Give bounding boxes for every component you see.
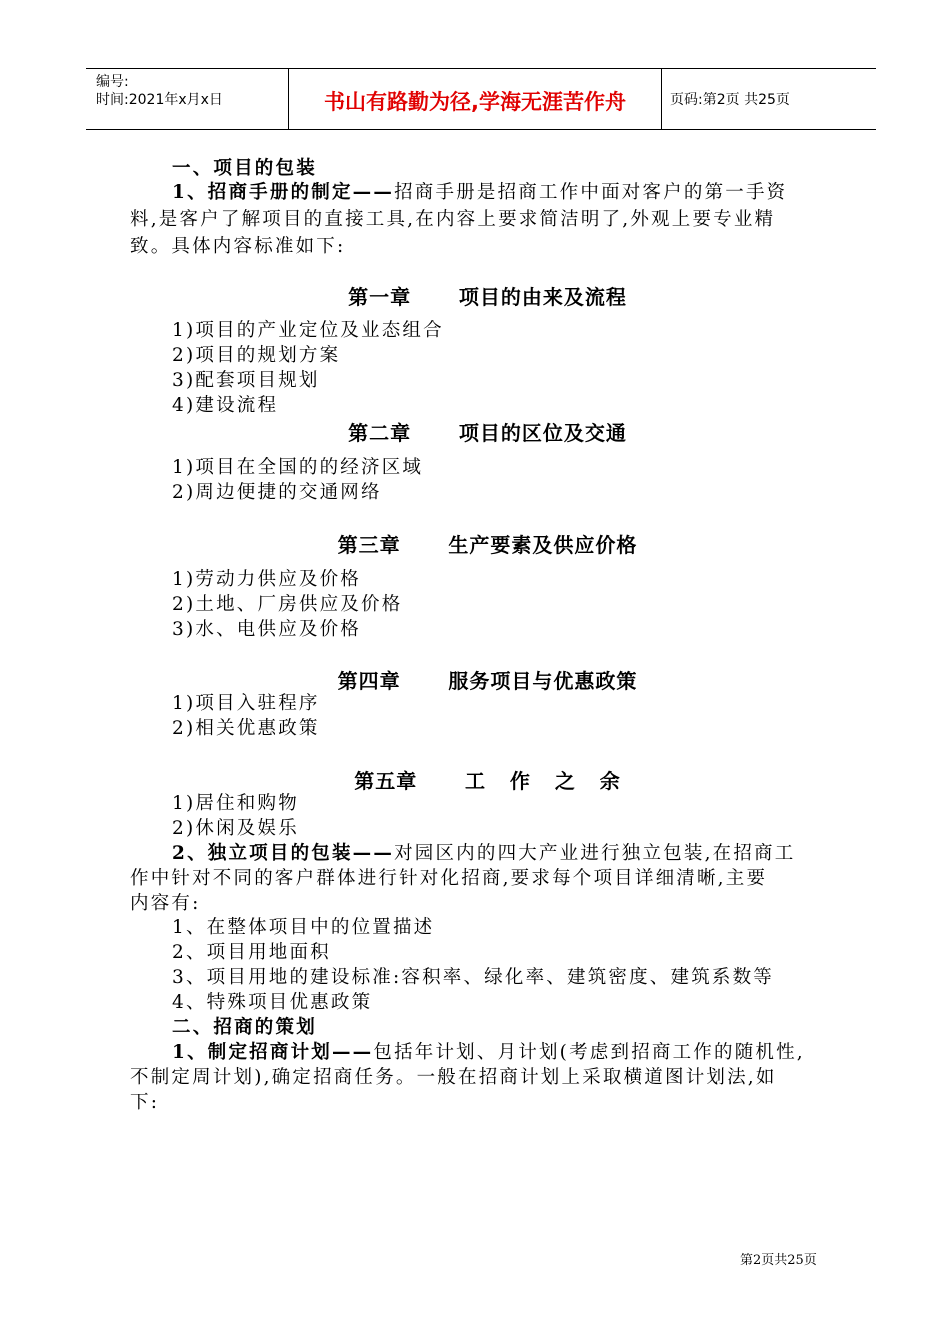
section-1-title: 一、项目的包装 bbox=[172, 158, 317, 179]
paragraph-1-2-lead: 2、独立项目的包装—— bbox=[172, 843, 395, 864]
chapter-5-item: 1)居住和购物 bbox=[172, 793, 299, 814]
header-info-cell bbox=[86, 69, 289, 129]
chapter-2-item: 2)周边便捷的交通网络 bbox=[172, 482, 382, 503]
time-label: 时间:2021年x月x日 bbox=[96, 92, 223, 108]
code-label: 编号: bbox=[96, 74, 129, 90]
paragraph-2-1-line-2: 不制定周计划),确定招商任务。一般在招商计划上采取横道图计划法,如 bbox=[130, 1067, 777, 1088]
paragraph-2-1-text: 包括年计划、月计划(考虑到招商工作的随机性, bbox=[373, 1042, 805, 1063]
header-page-cell bbox=[662, 69, 876, 129]
paragraph-1-1-line-1 bbox=[172, 180, 787, 205]
paragraph-1-2-line-2: 作中针对不同的客户群体进行针对化招商,要求每个项目详细清晰,主要 bbox=[130, 868, 768, 889]
paragraph-1-2-line-3: 内容有: bbox=[130, 893, 201, 914]
paragraph-1-1-line-3: 致。具体内容标准如下: bbox=[130, 236, 346, 257]
paragraph-1-1-line-2: 料,是客户了解项目的直接工具,在内容上要求简洁明了,外观上要专业精 bbox=[130, 209, 776, 230]
chapter-2-item: 1)项目在全国的的经济区域 bbox=[172, 457, 424, 478]
chapter-4-item: 1)项目入驻程序 bbox=[172, 693, 320, 714]
content-item: 4、特殊项目优惠政策 bbox=[172, 992, 373, 1013]
paragraph-1-1-text: 招商手册是招商工作中面对客户的第一手资 bbox=[394, 182, 788, 203]
paragraph-2-1-line-1 bbox=[172, 1040, 805, 1065]
chapter-5-item: 2)休闲及娱乐 bbox=[172, 818, 299, 839]
chapter-1-item: 2)项目的规划方案 bbox=[172, 345, 341, 366]
paragraph-1-2-text: 对园区内的四大产业进行独立包装,在招商工 bbox=[394, 843, 796, 864]
chapter-3-item: 1)劳动力供应及价格 bbox=[172, 569, 361, 590]
page-footer: 第2页共25页 bbox=[740, 1253, 817, 1268]
chapter-1-item: 3)配套项目规划 bbox=[172, 370, 320, 391]
motto: 书山有路勤为径,学海无涯苦作舟 bbox=[324, 90, 626, 114]
section-2-title: 二、招商的策划 bbox=[172, 1017, 317, 1038]
paragraph-2-1-lead: 1、制定招商计划—— bbox=[172, 1042, 374, 1063]
header-motto-cell bbox=[289, 69, 662, 129]
chapter-5-title: 第五章 工 作 之 余 bbox=[354, 769, 621, 793]
chapter-4-title: 第四章 服务项目与优惠政策 bbox=[337, 669, 638, 693]
paragraph-1-1-lead: 1、招商手册的制定—— bbox=[172, 182, 395, 203]
paragraph-2-1-line-3: 下: bbox=[130, 1092, 160, 1113]
content-item: 2、项目用地面积 bbox=[172, 942, 331, 963]
chapter-1-item: 1)项目的产业定位及业态组合 bbox=[172, 320, 444, 341]
content-item: 3、项目用地的建设标准:容积率、绿化率、建筑密度、建筑系数等 bbox=[172, 967, 775, 988]
page-label: 页码:第2页 共25页 bbox=[670, 92, 790, 108]
document-header bbox=[86, 68, 876, 130]
paragraph-1-2-line-1 bbox=[172, 841, 795, 866]
chapter-3-title: 第三章 生产要素及供应价格 bbox=[337, 533, 638, 557]
content-item: 1、在整体项目中的位置描述 bbox=[172, 917, 435, 938]
chapter-1-title: 第一章 项目的由来及流程 bbox=[348, 285, 627, 309]
chapter-1-item: 4)建设流程 bbox=[172, 395, 279, 416]
chapter-3-item: 2)土地、厂房供应及价格 bbox=[172, 594, 403, 615]
chapter-3-item: 3)水、电供应及价格 bbox=[172, 619, 361, 640]
chapter-2-title: 第二章 项目的区位及交通 bbox=[348, 421, 627, 445]
chapter-4-item: 2)相关优惠政策 bbox=[172, 718, 320, 739]
